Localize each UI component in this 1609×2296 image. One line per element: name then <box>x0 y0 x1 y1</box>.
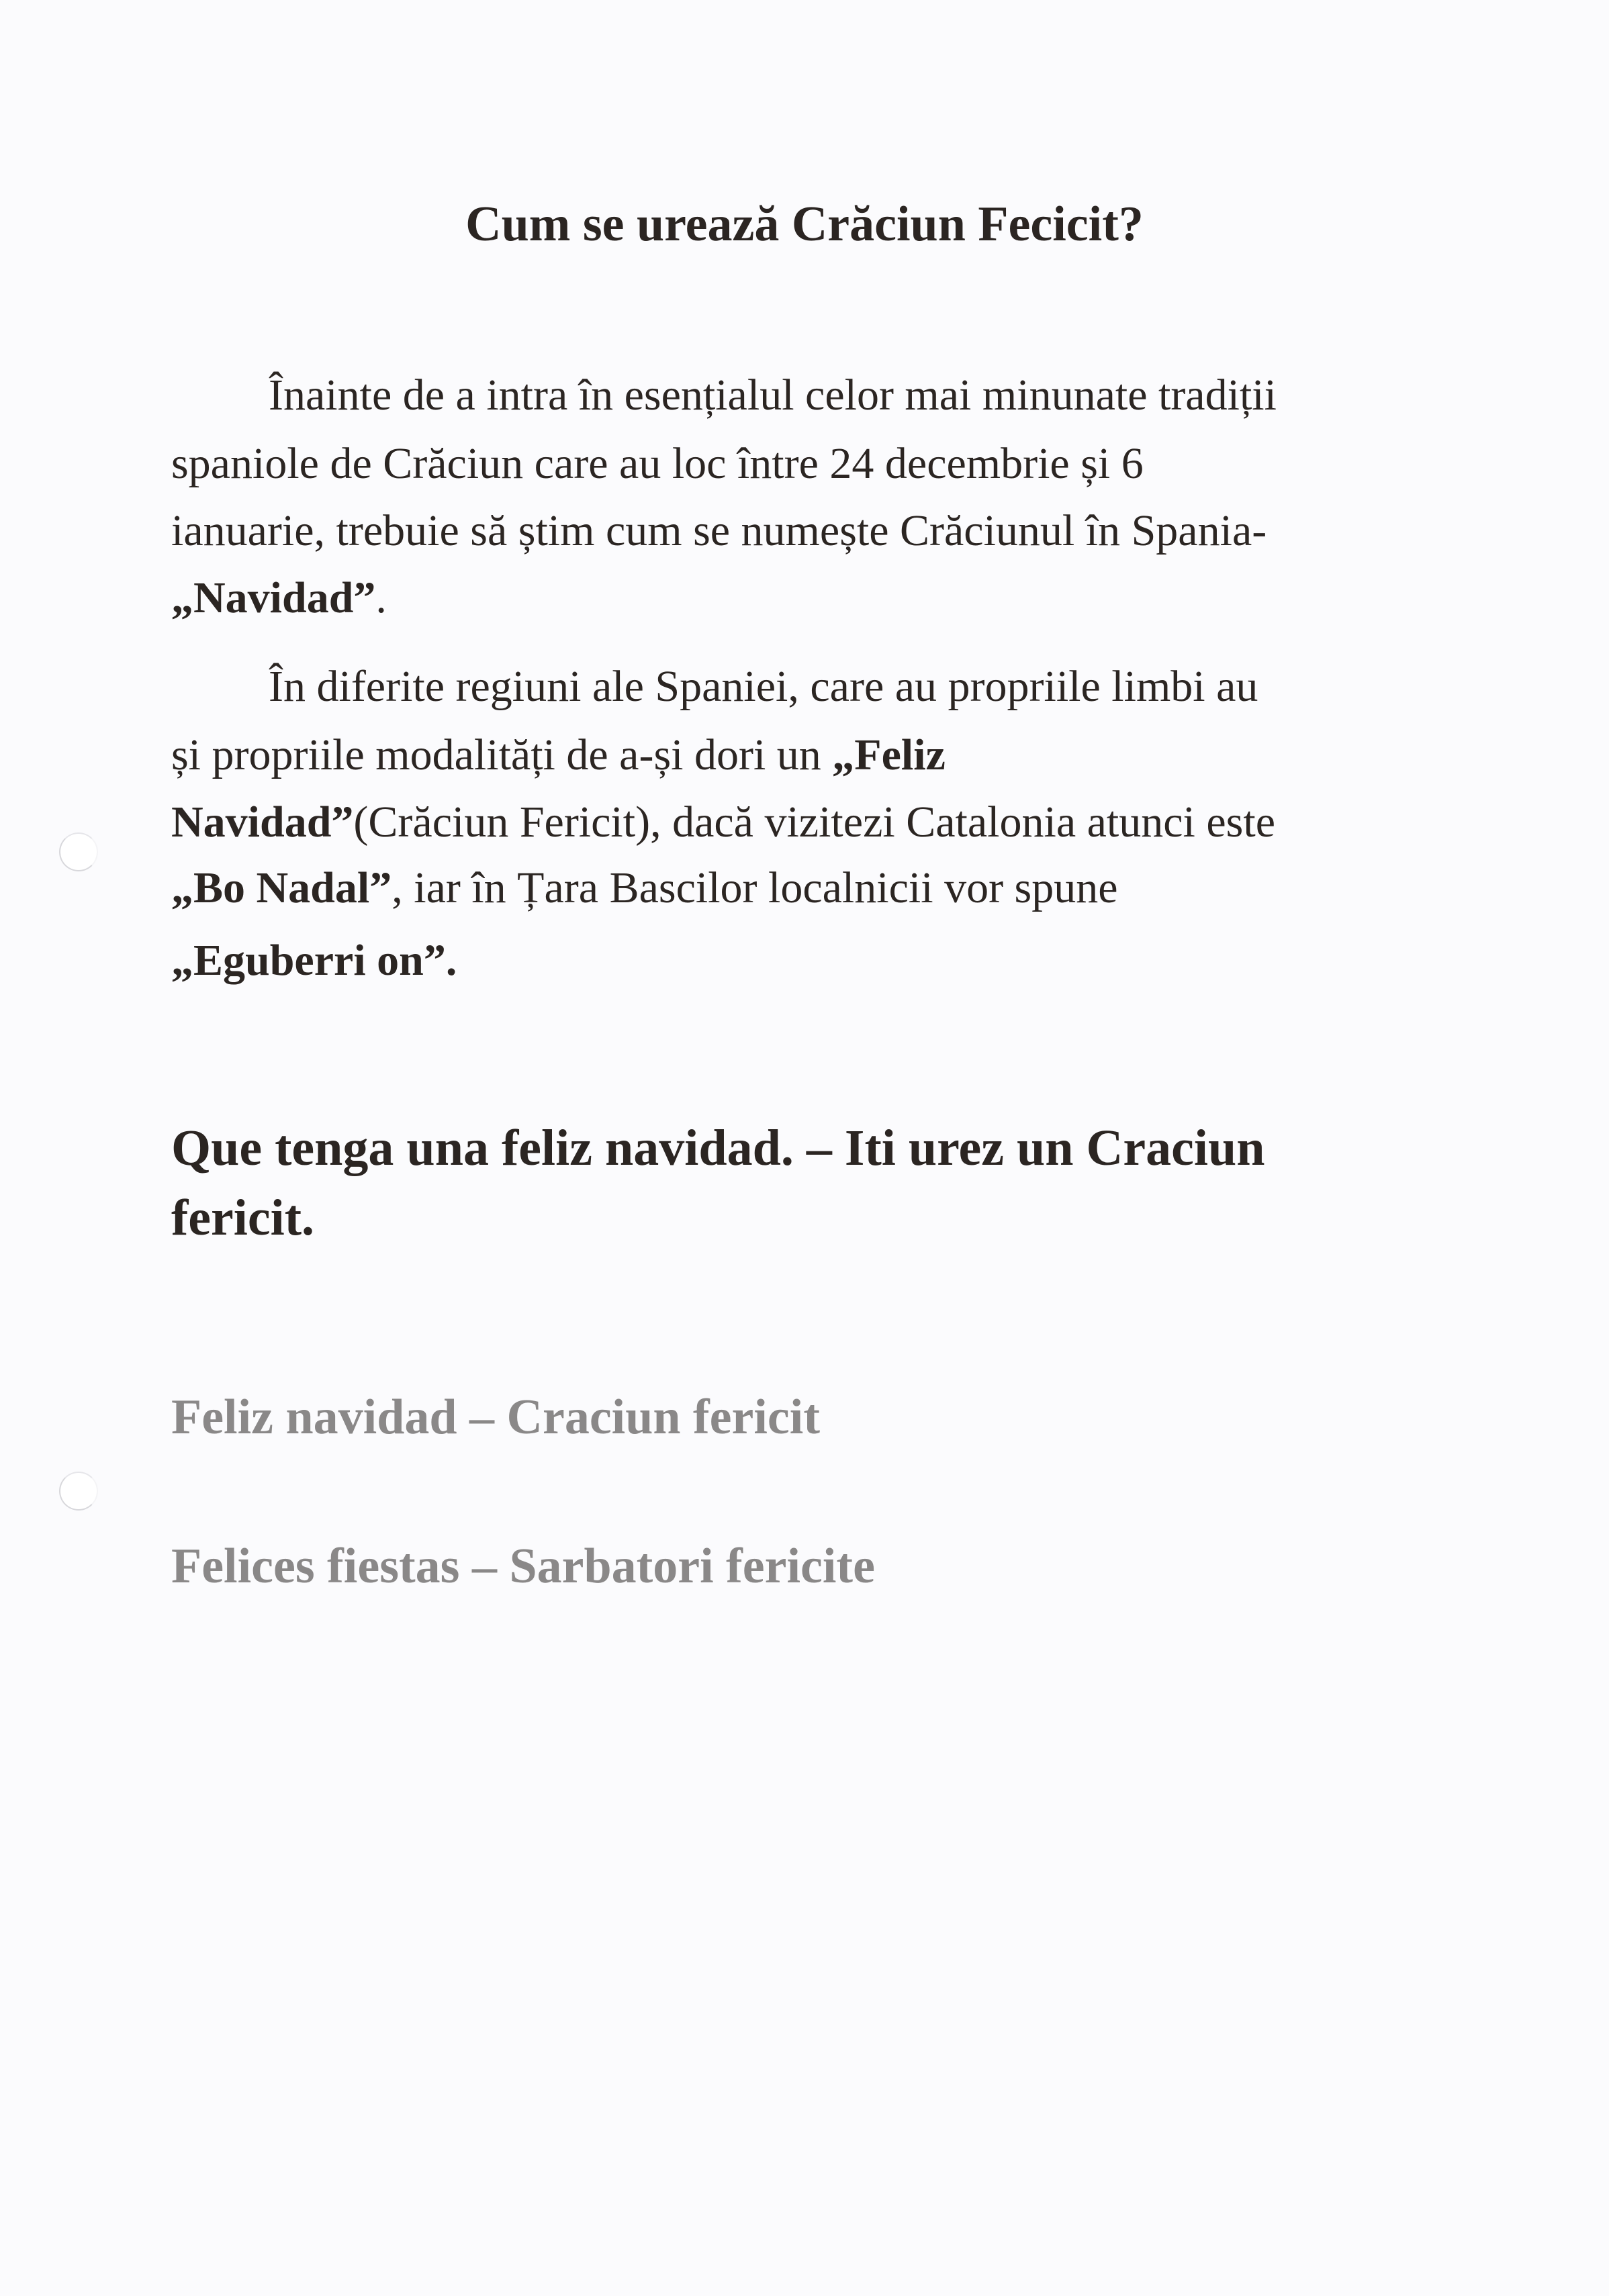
feliz-term: „Feliz <box>832 730 946 779</box>
paragraph-2-line <box>171 800 1275 845</box>
text: și propriile modalități de a-și dori un <box>171 730 833 779</box>
paragraph-2-line <box>171 863 1118 912</box>
period: . <box>375 573 387 622</box>
navidad-term: Navidad” <box>171 798 354 847</box>
paragraph-1-line: ianuarie, trebuie să știm cum se numește Crăciunul în Spania- <box>171 506 1267 555</box>
eguberri-term: „Eguberri on”. <box>171 936 457 985</box>
text: (Crăciun Fericit), dacă vizitezi Catalonia atunci este <box>353 798 1275 847</box>
bo-nadal-term: „Bo Nadal” <box>171 863 392 912</box>
paragraph-2-line <box>171 730 946 779</box>
paragraph-1-line: spaniole de Crăciun care au loc între 24 decembrie și 6 <box>171 439 1144 488</box>
paragraph-1-line: Înainte de a intra în esențialul celor mai minunate tradiții <box>269 371 1277 420</box>
punch-hole <box>59 832 98 871</box>
phrase-item: Felices fiestas – Sarbatori fericite <box>171 1539 875 1594</box>
text: , iar în Țara Bascilor localnicii vor spune <box>392 863 1118 912</box>
page-title: Cum se urează Crăciun Fecicit? <box>465 197 1144 252</box>
paragraph-2-line <box>171 936 457 985</box>
navidad-term: „Navidad” <box>171 573 376 622</box>
punch-hole <box>59 1472 98 1511</box>
paragraph-1-line <box>171 573 387 622</box>
main-phrase-line: fericit. <box>171 1190 315 1246</box>
paragraph-2-line: În diferite regiuni ale Spaniei, care au propriile limbi au <box>269 662 1258 711</box>
phrase-item: Feliz navidad – Craciun fericit <box>171 1390 820 1445</box>
main-phrase-line: Que tenga una feliz navidad. – Iti urez un Craciun <box>171 1120 1265 1176</box>
